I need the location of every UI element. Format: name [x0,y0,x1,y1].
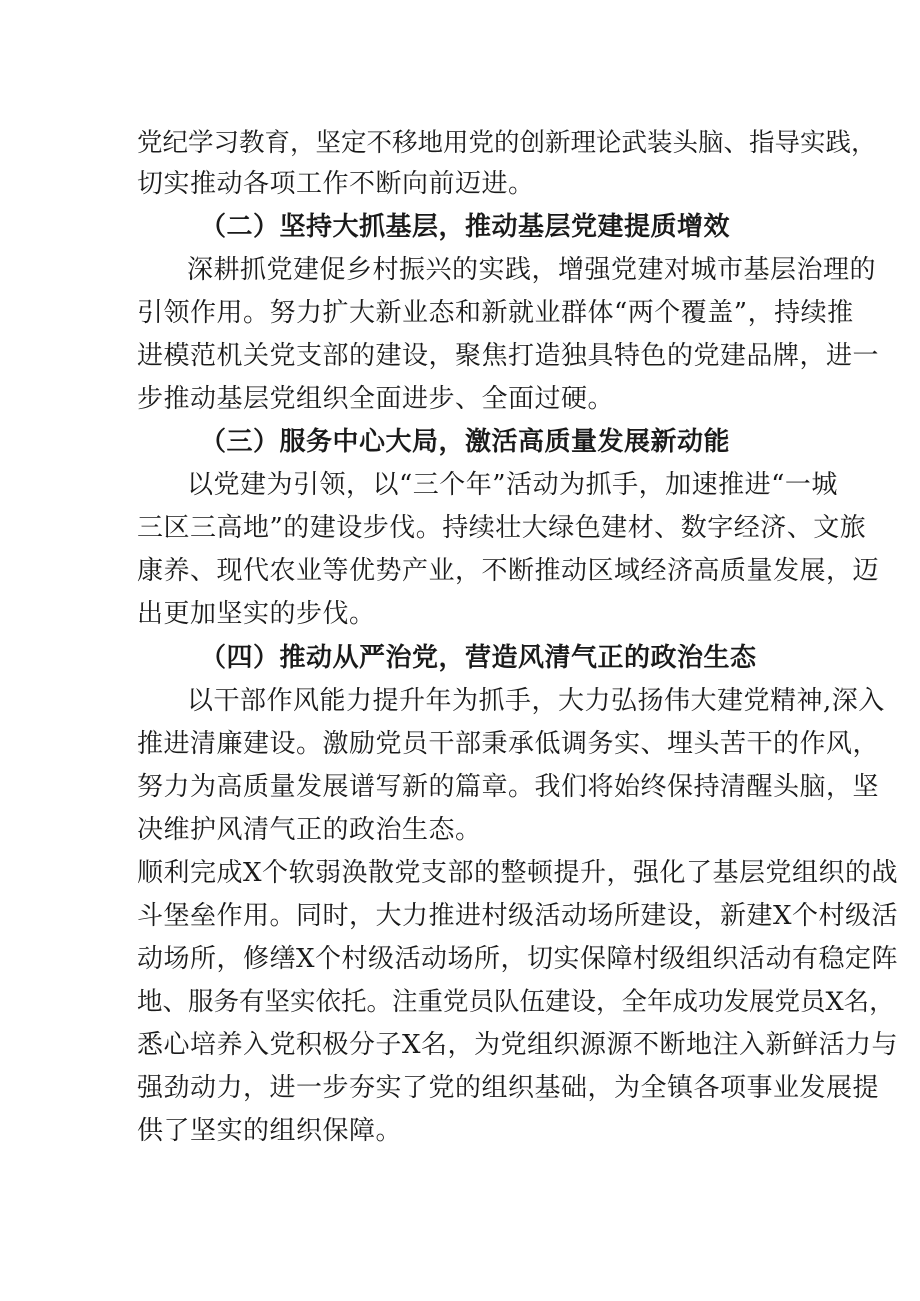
section-heading-2: （二）坚持大抓基层，推动基层党建提质增效 [200,212,731,242]
closing-line: 斗堡垒作用。同时，大力推进村级活动场所建设，新建X个村级活 [137,901,899,931]
section3-line: 出更加坚实的步伐。 [137,599,376,629]
section4-line: 努力为高质量发展谱写新的篇章。我们将始终保持清醒头脑，坚 [137,772,880,802]
section4-line: 以干部作风能力提升年为抓手，大力弘扬伟大建党精神,深入 [187,686,885,716]
section4-line: 推进清廉建设。激励党员干部秉承低调务实、埋头苦干的作风， [137,729,880,759]
closing-line: 供了坚实的组织保障。 [137,1116,403,1146]
section2-line: 引领作用。努力扩大新业态和新就业群体“两个覆盖”，持续推 [137,298,854,328]
closing-line: 悉心培养入党积极分子X名，为党组织源源不断地注入新鲜活力与 [137,1030,899,1060]
closing-line: 强劲动力，进一步夯实了党的组织基础，为全镇各项事业发展提 [137,1073,880,1103]
intro-line: 切实推动各项工作不断向前迈进。 [137,169,535,199]
closing-line: 动场所，修缮X个村级活动场所，切实保障村级组织活动有稳定阵 [137,944,899,974]
closing-line: 顺利完成X个软弱涣散党支部的整顿提升，强化了基层党组织的战 [137,858,899,888]
intro-line: 党纪学习教育，坚定不移地用党的创新理论武装头脑、指导实践， [137,128,877,158]
section3-line: 康养、现代农业等优势产业，不断推动区域经济高质量发展，迈 [137,556,880,586]
section2-line: 步推动基层党组织全面进步、全面过硬。 [137,384,615,414]
section3-line: 三区三高地”的建设步伐。持续壮大绿色建材、数字经济、文旅 [137,513,867,543]
section-heading-4: （四）推动从严治党，营造风清气正的政治生态 [200,643,757,673]
section2-line: 进模范机关党支部的建设，聚焦打造独具特色的党建品牌，进一 [137,341,880,371]
closing-line: 地、服务有坚实依托。注重党员队伍建设，全年成功发展党员X名， [137,987,895,1017]
section3-line: 以党建为引领，以“三个年”活动为抓手，加速推进“一城 [187,470,838,500]
section2-line: 深耕抓党建促乡村振兴的实践，增强党建对城市基层治理的 [187,255,877,285]
section4-line: 决维护风清气正的政治生态。 [137,815,482,845]
section-heading-3: （三）服务中心大局，激活高质量发展新动能 [200,427,731,457]
